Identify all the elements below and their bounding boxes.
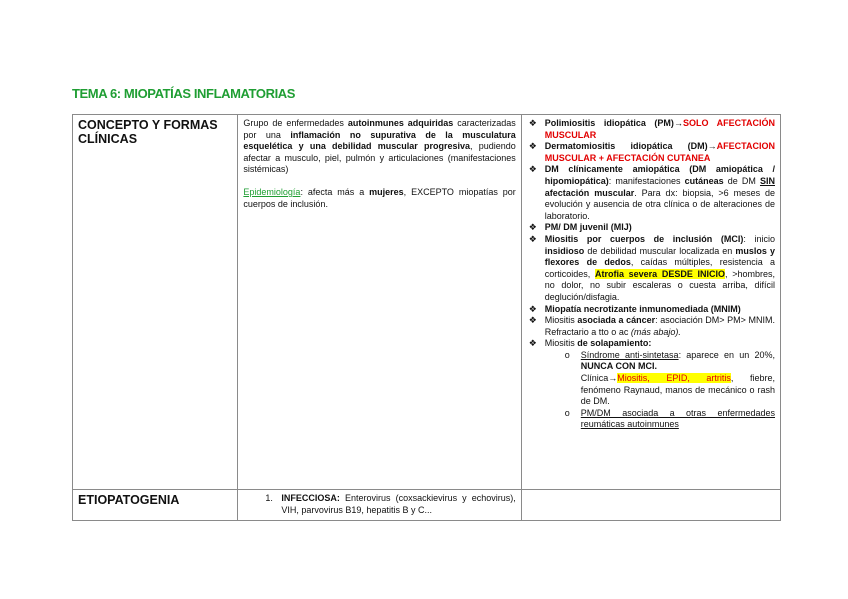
diamond-bullet-icon: ❖ bbox=[528, 315, 537, 326]
list-item: ❖ Miositis de solapamiento: o Síndrome anti-sintetasa: aparece en un 20%, NUNCA CON MCI. Clínica→Miositis, EPID, artritis, fiebre, fenómeno Raynaud, manos de mecánico o rash de DM. o PM/DM asociada a otras enfermedades reumáticas autoinmunes bbox=[528, 338, 775, 430]
overlap-sublist bbox=[545, 350, 775, 431]
diamond-bullet-icon: ❖ bbox=[528, 222, 537, 233]
concept-paragraph: Grupo de enfermedades autoinmunes adquiridas caracterizadas por una inflamación no supurativa de la musculatura esquelética y una debilidad muscular progresiva, pudiendo afectar a musculo, piel, pulmón y articulaciones (manifestaciones sistémicas) bbox=[243, 118, 516, 175]
diamond-bullet-icon: ❖ bbox=[528, 303, 537, 314]
concept-cell bbox=[238, 115, 521, 490]
epidemiology-paragraph: Epidemiología: afecta más a mujeres, EXCEPTO miopatías por cuerpos de inclusión. bbox=[243, 186, 516, 209]
document-title: TEMA 6: MIOPATÍAS INFLAMATORIAS bbox=[72, 86, 296, 101]
list-item: ❖ Dermatomiositis idiopática (DM)→AFECTACION MUSCULAR + AFECTACIÓN CUTANEA bbox=[528, 141, 775, 163]
table-row bbox=[73, 490, 781, 521]
row-heading-concepto: CONCEPTO Y FORMAS CLÍNICAS bbox=[73, 115, 238, 490]
highlight-clinica: Miositis, EPID, artritis bbox=[617, 373, 731, 384]
diamond-bullet-icon: ❖ bbox=[528, 141, 537, 152]
list-item: ❖ Miopatía necrotizante inmunomediada (MNIM) bbox=[528, 303, 741, 314]
list-item: ❖ Miositis asociada a cáncer: asociación DM> PM> MNIM. Refractario a tto o ac (más abajo). bbox=[528, 315, 775, 337]
diamond-bullet-icon: ❖ bbox=[528, 233, 537, 244]
diamond-bullet-icon: ❖ bbox=[528, 164, 537, 175]
clinical-forms-cell bbox=[521, 115, 780, 490]
empty-cell bbox=[521, 490, 780, 521]
diamond-bullet-icon: ❖ bbox=[528, 338, 537, 349]
etiology-list bbox=[243, 493, 515, 516]
etiology-cell bbox=[238, 490, 521, 521]
list-item: ❖ PM/ DM juvenil (MIJ) bbox=[528, 222, 632, 233]
table-row bbox=[73, 115, 781, 490]
list-item: 1. INFECCIOSA: Enterovirus (coxsackievirus y echovirus), VIH, parvovirus B19, hepatitis B y C... bbox=[265, 493, 516, 515]
list-item: ❖ DM clínicamente amiopática (DM amiopática / hipomiopática): manifestaciones cutáneas de DM SIN afectación muscular. Para dx: biopsia, >6 meses de evolución y ausencia de otra clínica o de alteraciones de laboratorio. bbox=[528, 164, 775, 221]
clinical-forms-list bbox=[527, 118, 775, 431]
diamond-bullet-icon: ❖ bbox=[528, 118, 537, 128]
content-table bbox=[72, 114, 781, 521]
highlight-atrofia: Atrofia severa DESDE INICIO bbox=[594, 268, 726, 279]
list-item: ❖ Polimiositis idiopática (PM)→SOLO AFECTACIÓN MUSCULAR bbox=[528, 118, 776, 140]
list-item: ❖ Miositis por cuerpos de inclusión (MCI): inicio insidioso de debilidad muscular localizada en muslos y flexores de dedos, caídas múltiples, resistencia a corticoides, Atrofia severa DESDE INICIO, >hombres, no dolor, no subir escaleras o cuesta arriba, difícil deglución/disfagia. bbox=[528, 233, 776, 302]
row-heading-etiopatogenia: ETIOPATOGENIA bbox=[73, 490, 238, 521]
circle-bullet-icon: o bbox=[564, 407, 570, 418]
epidemiology-label: Epidemiología bbox=[243, 186, 301, 197]
list-item: o Síndrome anti-sintetasa: aparece en un 20%, NUNCA CON MCI. Clínica→Miositis, EPID, artritis, fiebre, fenómeno Raynaud, manos de mecánico o rash de DM. bbox=[564, 349, 775, 407]
circle-bullet-icon: o bbox=[564, 349, 570, 360]
list-item: o PM/DM asociada a otras enfermedades reumáticas autoinmunes bbox=[564, 407, 775, 430]
